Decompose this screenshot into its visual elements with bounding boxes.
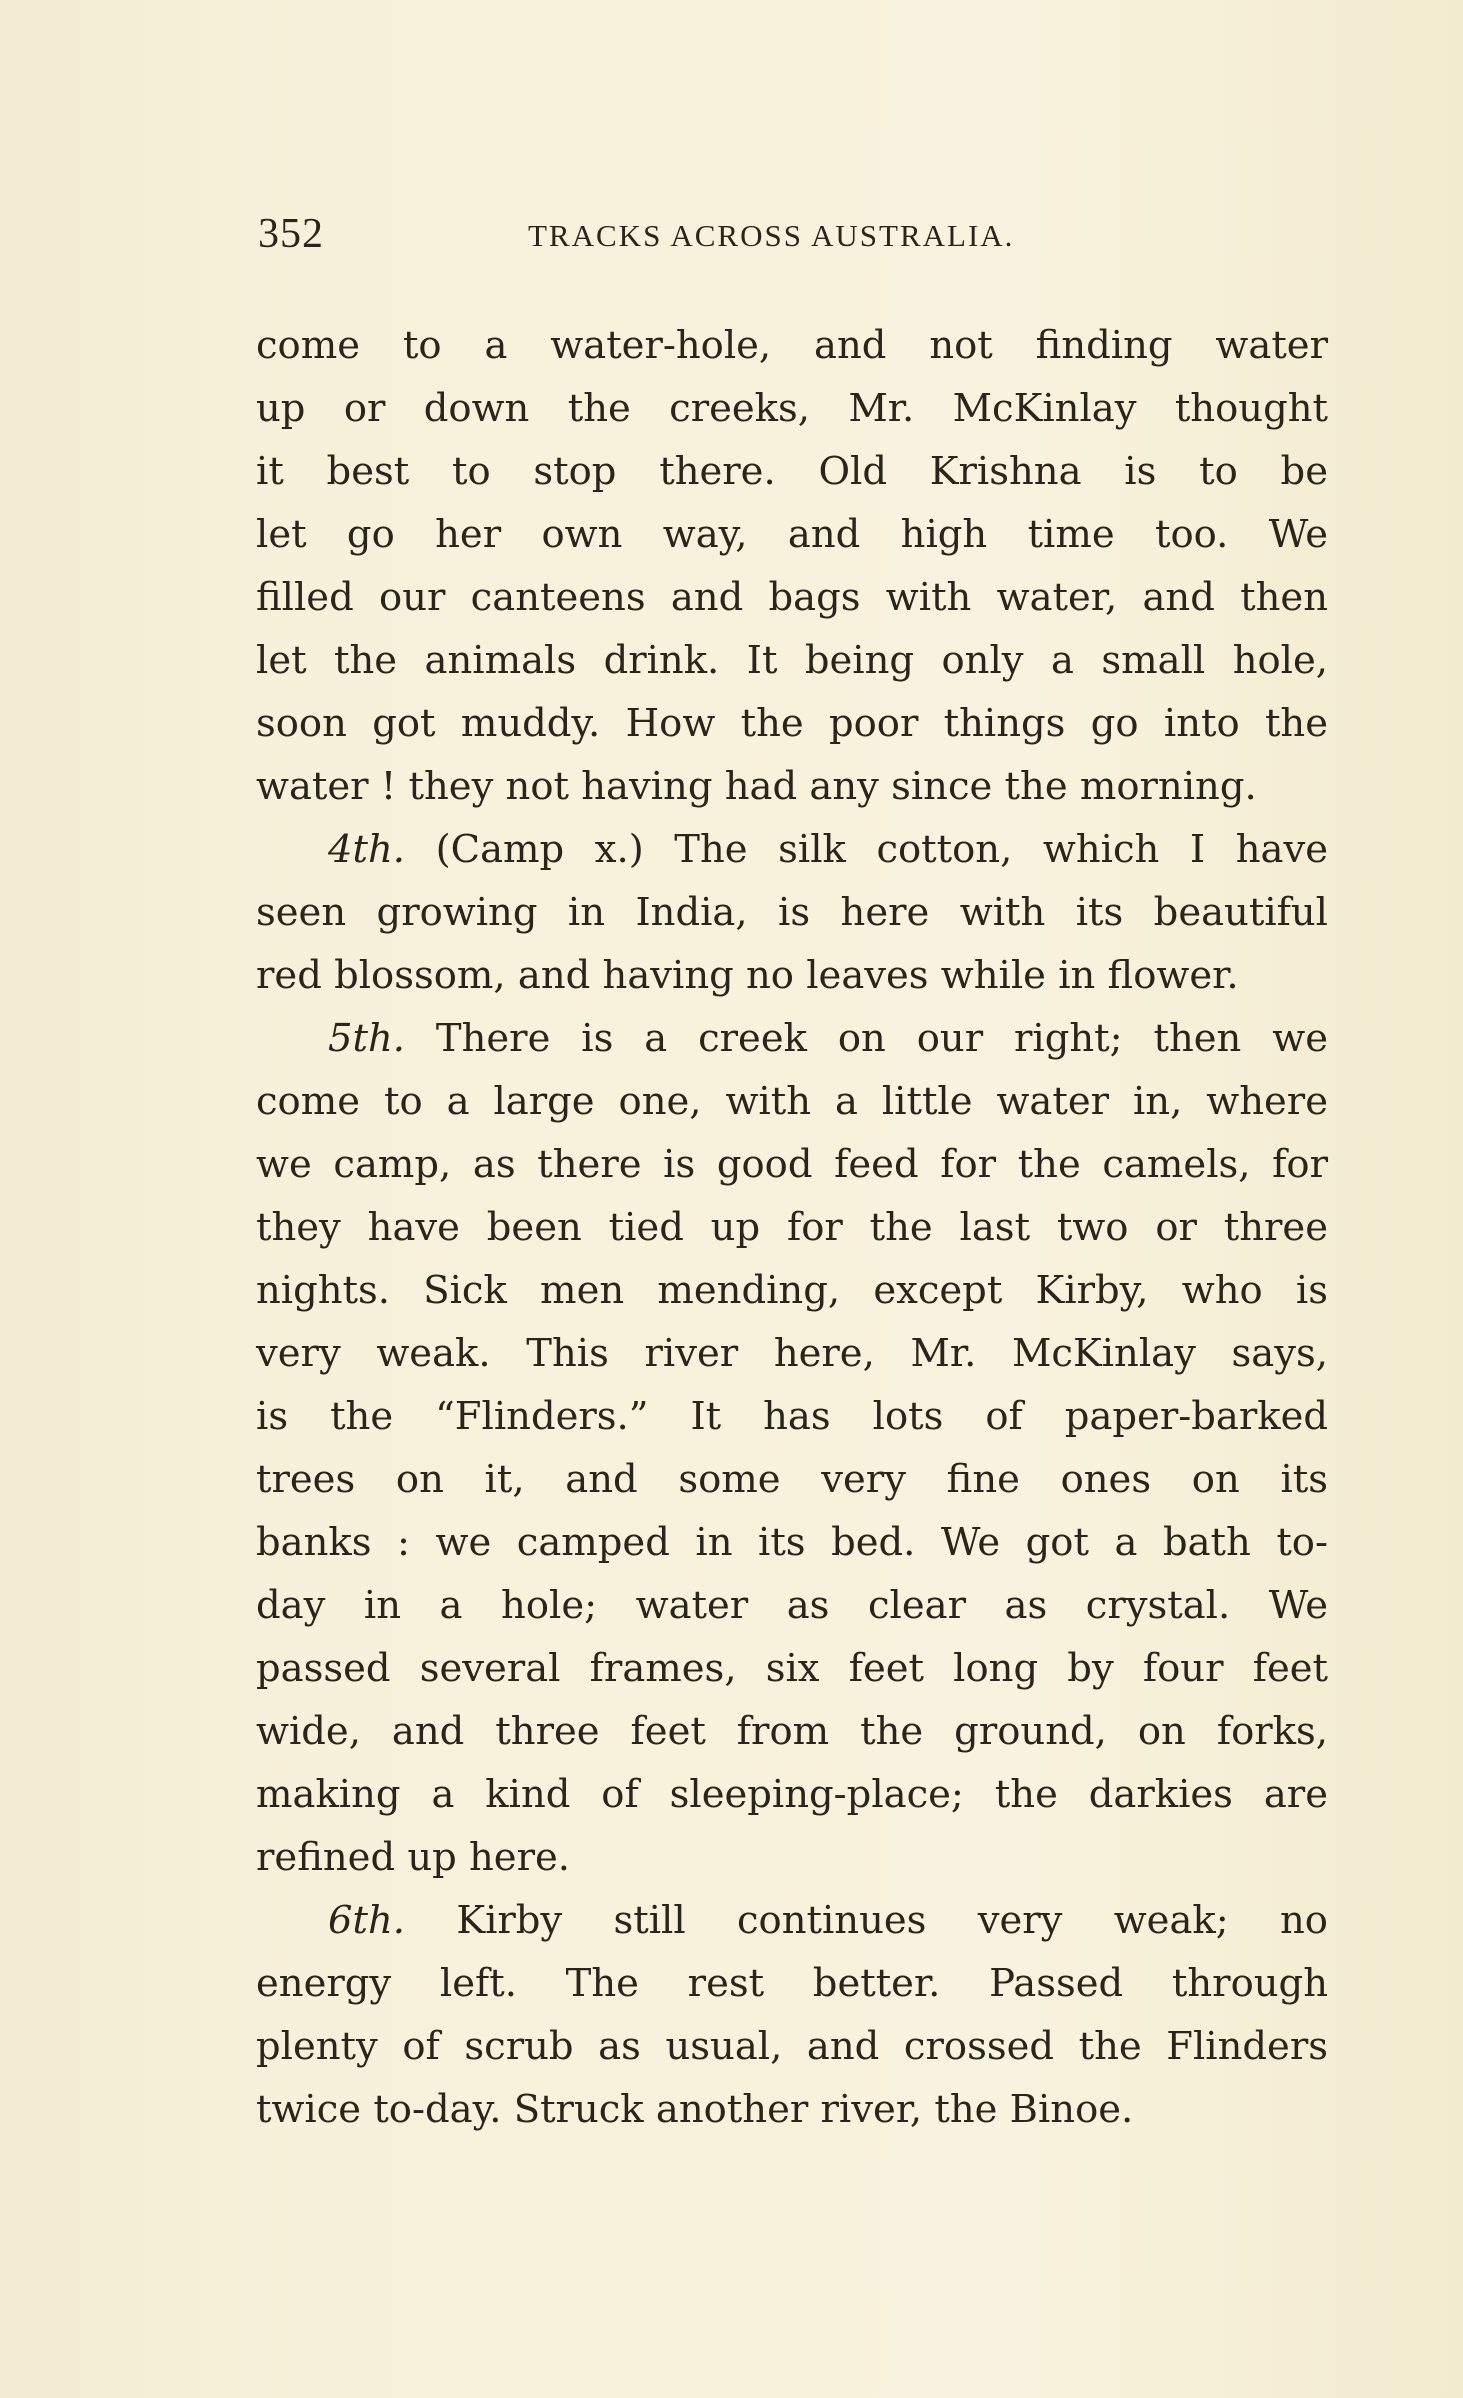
- text-line: banks : we camped in its bed. We got a bath to-: [256, 1520, 1328, 1565]
- text-line: making a kind of sleeping-place; the darkies are: [256, 1772, 1328, 1817]
- running-head: [258, 206, 1328, 262]
- text-line: energy left. The rest better. Passed through: [256, 1961, 1328, 2006]
- body-text: [256, 314, 1328, 2141]
- text-line: plenty of scrub as usual, and crossed the Flinders: [256, 2024, 1328, 2069]
- text-line: come to a water-hole, and not finding water: [256, 323, 1328, 368]
- text-line: let go her own way, and high time too. We: [256, 512, 1328, 557]
- text-line: it best to stop there. Old Krishna is to be: [256, 449, 1328, 494]
- page-number: 352: [258, 211, 324, 257]
- text-line: twice to-day. Struck another river, the Binoe.: [256, 2087, 1134, 2132]
- text-line: seen growing in India, is here with its beautiful: [256, 890, 1328, 935]
- text-line: very weak. This river here, Mr. McKinlay says,: [256, 1331, 1328, 1376]
- date-label: 4th.: [328, 827, 405, 872]
- text-line: up or down the creeks, Mr. McKinlay thought: [256, 386, 1328, 431]
- text-line: nights. Sick men mending, except Kirby, who is: [256, 1268, 1328, 1313]
- text-line: day in a hole; water as clear as crystal. We: [256, 1583, 1328, 1628]
- text-line: is the “Flinders.” It has lots of paper-barked: [256, 1394, 1328, 1439]
- text-line: let the animals drink. It being only a small hole,: [256, 638, 1328, 683]
- text-line: red blossom, and having no leaves while in flower.: [256, 953, 1239, 998]
- text-line: 4th. (Camp x.) The silk cotton, which I have: [328, 827, 1328, 872]
- text-line: filled our canteens and bags with water, and then: [256, 575, 1328, 620]
- date-label: 6th.: [328, 1898, 405, 1943]
- text-line: they have been tied up for the last two or three: [256, 1205, 1328, 1250]
- text-line: water ! they not having had any since the morning.: [256, 764, 1257, 809]
- text-line: passed several frames, six feet long by four feet: [256, 1646, 1328, 1691]
- text-line: we camp, as there is good feed for the camels, for: [256, 1142, 1328, 1187]
- running-title: TRACKS ACROSS AUSTRALIA.: [528, 218, 1015, 253]
- text-line: 5th. There is a creek on our right; then we: [328, 1016, 1328, 1061]
- text-line: soon got muddy. How the poor things go into the: [256, 701, 1328, 746]
- text-line: come to a large one, with a little water in, where: [256, 1079, 1328, 1124]
- text-line: 6th. Kirby still continues very weak; no: [328, 1898, 1328, 1943]
- date-label: 5th.: [328, 1016, 405, 1061]
- text-line: refined up here.: [256, 1835, 571, 1880]
- text-line: wide, and three feet from the ground, on forks,: [256, 1709, 1328, 1754]
- text-line: trees on it, and some very fine ones on its: [256, 1457, 1328, 1502]
